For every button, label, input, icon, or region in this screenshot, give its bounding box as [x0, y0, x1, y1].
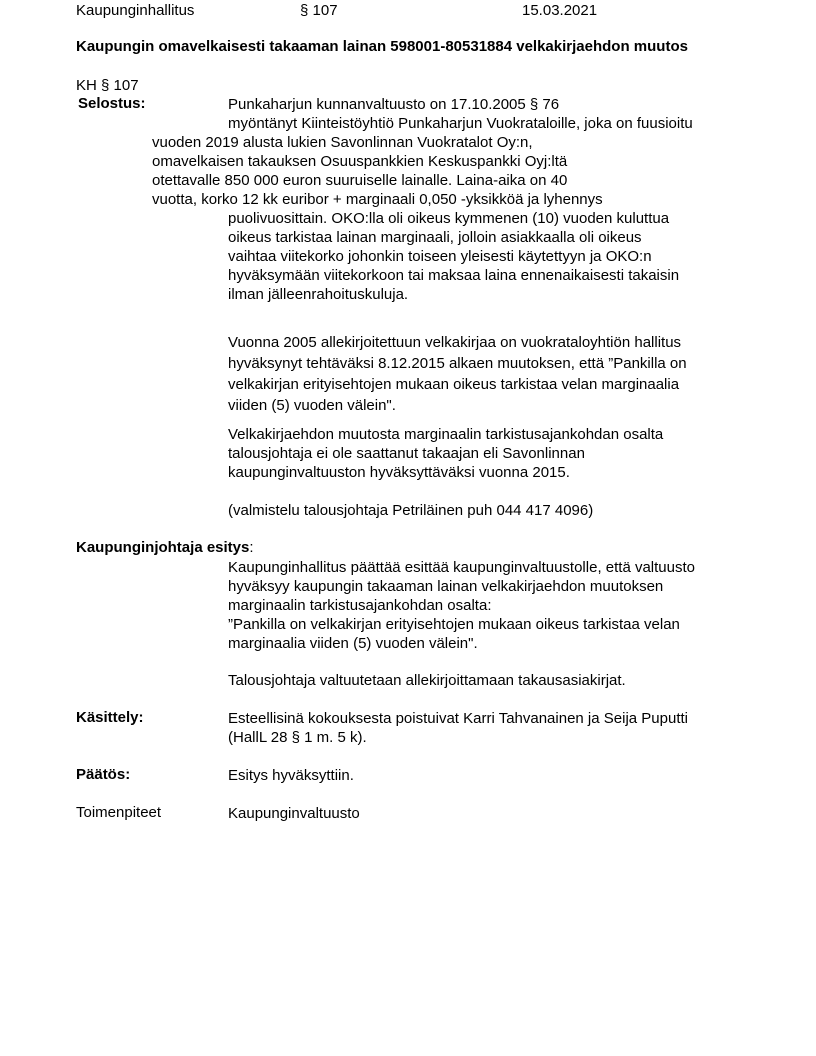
text-line: velkakirjan erityisehtojen mukaan oikeus tarkistaa velan marginaalia: [228, 376, 680, 393]
text-line: vuotta, korko 12 kk euribor + marginaali 0,050 -yksikköä ja lyhennys: [152, 191, 603, 208]
text-line: Velkakirjaehdon muutosta marginaalin tarkistusajankohdan osalta: [228, 426, 664, 443]
esitys-paragraph-2: Talousjohtaja valtuutetaan allekirjoittamaan takausasiakirjat.: [228, 672, 626, 689]
text-line: otettavalle 850 000 euron suuruiselle lainalle. Laina-aika on 40: [152, 172, 568, 189]
kasittely-label: Käsittely:: [76, 709, 144, 726]
text-line: puolivuosittain. OKO:lla oli oikeus kymmenen (10) vuoden kuluttua: [228, 210, 670, 227]
text-line: marginaalin tarkistusajankohdan osalta:: [228, 597, 492, 614]
text-line: marginaalia viiden (5) vuoden välein".: [228, 635, 478, 652]
esitys-heading: [76, 539, 254, 556]
selostus-label: Selostus:: [78, 95, 146, 112]
text-line: hyväksyy kaupungin takaaman lainan velkakirjaehdon muutoksen: [228, 578, 664, 595]
esitys-colon: :: [249, 539, 254, 556]
text-line: Punkaharjun kunnanvaltuusto on 17.10.2005 § 76: [228, 96, 560, 113]
text-line: ”Pankilla on velkakirjan erityisehtojen mukaan oikeus tarkistaa velan: [228, 616, 680, 633]
text-line: vaihtaa viitekorko johonkin toiseen yleisesti käytettyyn ja OKO:n: [228, 248, 652, 265]
text-line: vuoden 2019 alusta lukien Savonlinnan Vuokratalot Oy:n,: [152, 134, 533, 151]
text-line: Vuonna 2005 allekirjoitettuun velkakirjaa on vuokrataloyhtiön hallitus: [228, 334, 682, 351]
text-line: viiden (5) vuoden välein".: [228, 397, 396, 414]
text-line: omavelkaisen takauksen Osuuspankkien Keskuspankki Oyj:ltä: [152, 153, 568, 170]
document-title: Kaupungin omavelkaisesti takaaman lainan 598001-80531884 velkakirjaehdon muutos: [76, 38, 688, 55]
preparer-note: (valmistelu talousjohtaja Petriläinen puh 044 417 4096): [228, 502, 594, 519]
paatos-label: Päätös:: [76, 766, 131, 783]
text-line: Esteellisinä kokouksesta poistuivat Karri Tahvanainen ja Seija Puputti: [228, 710, 688, 727]
paatos-text: Esitys hyväksyttiin.: [228, 767, 354, 784]
text-line: ilman jälleenrahoituskuluja.: [228, 286, 409, 303]
text-line: hyväksynyt tehtäväksi 8.12.2015 alkaen muutoksen, että ”Pankilla on: [228, 355, 687, 372]
text-line: Kaupunginhallitus päättää esittää kaupunginvaltuustolle, että valtuusto: [228, 559, 695, 576]
toimenpiteet-label: Toimenpiteet: [76, 804, 162, 821]
text-line: oikeus tarkistaa lainan marginaali, jolloin asiakkaalla oli oikeus: [228, 229, 642, 246]
text-line: hyväksymään viitekorkoon tai maksaa laina ennenaikaisesti takaisin: [228, 267, 680, 284]
header-date: 15.03.2021: [522, 2, 598, 19]
toimenpiteet-text: Kaupunginvaltuusto: [228, 805, 360, 822]
text-line: talousjohtaja ei ole saattanut takaajan eli Savonlinnan: [228, 445, 585, 462]
text-line: (HallL 28 § 1 m. 5 k).: [228, 729, 367, 746]
text-line: myöntänyt Kiinteistöyhtiö Punkaharjun Vuokrataloille, joka on fuusioitu: [228, 115, 693, 132]
kh-reference: KH § 107: [76, 77, 139, 94]
esitys-label: Kaupunginjohtaja esitys: [76, 539, 250, 556]
text-line: kaupunginvaltuuston hyväksyttäväksi vuonna 2015.: [228, 464, 570, 481]
header-body: Kaupunginhallitus: [76, 2, 195, 19]
header-section: § 107: [300, 2, 338, 19]
